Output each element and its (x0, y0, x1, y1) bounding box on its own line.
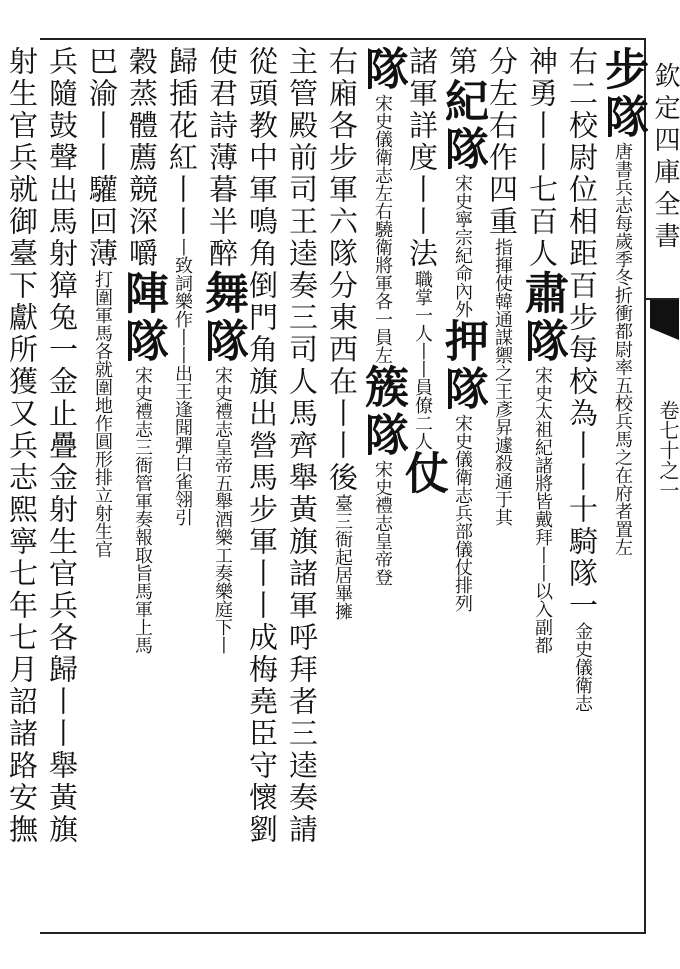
fishtail-mark-icon (650, 300, 679, 340)
annotation-text: 臺三衙起居畢擁 (332, 494, 353, 620)
volume-label: 卷七十之一 (656, 400, 680, 500)
body-text: 分左右作四重 (485, 46, 519, 238)
annotation-text: 指揮使韓通謀禦之王彥昇遽殺通于其 (492, 238, 513, 526)
text-column (597, 46, 648, 926)
annotation-text: 宋史禮志皇帝登 (372, 460, 393, 586)
book-title: 欽定四庫全書 (650, 62, 680, 254)
text-column (42, 46, 82, 926)
text-column (562, 46, 602, 926)
body-text: 從頭教中軍鳴角倒門角旗出營馬步軍丨丨成梅堯臣守懷劉 (245, 46, 279, 846)
text-column (117, 46, 168, 926)
body-text: 射生官兵就御臺下獻所獲又兵志熙寧七年七月詔諸路安撫 (5, 46, 39, 846)
annotation-text: 金史儀衛志 (572, 622, 593, 712)
body-text: 主管殿前司王逵奏三司人馬齊舉黃旗諸軍呼拜者三逵奏請 (285, 46, 319, 846)
text-column (162, 46, 202, 926)
annotation-text: 宋史禮志皇帝五舉酒樂工奏樂庭下丨 (212, 366, 233, 654)
body-text: 穀蒸體薦競深嚼 (125, 46, 159, 270)
entry-heading: 步隊 (597, 46, 648, 142)
entry-heading: 舞隊 (197, 270, 248, 366)
body-text: 使君詩薄暮半醉 (205, 46, 239, 270)
annotation-text: 宋史寧宗紀命內外 (452, 174, 473, 318)
text-column (437, 46, 488, 926)
text-column (397, 46, 448, 926)
text-column (197, 46, 248, 926)
body-text: 第 (445, 46, 479, 78)
text-column (2, 46, 42, 926)
text-column (242, 46, 282, 926)
frame-top-rule (40, 38, 646, 40)
text-column (82, 46, 122, 926)
body-text: 巴渝丨丨驩回薄 (85, 46, 119, 270)
text-column (322, 46, 362, 926)
body-text: 神勇丨丨七百人 (525, 46, 559, 270)
body-text: 兵隨鼓聲出馬射獐兔一金止疊金射生官兵各歸丨丨舉黃旗 (45, 46, 79, 846)
annotation-text: 宋史禮志三衙管軍奏報取旨馬軍上馬 (132, 366, 153, 654)
annotation-text: 宋史太祖紀諸將皆戴拜丨丨以入副都 (532, 366, 553, 654)
text-column (282, 46, 322, 926)
text-columns (5, 46, 648, 926)
text-column (357, 46, 408, 926)
body-text: 右廂各步軍六隊分東西在丨丨後 (325, 46, 359, 494)
entry-heading: 紀隊 (437, 78, 488, 174)
body-text: 歸插花紅丨丨 (165, 46, 199, 238)
entry-heading: 陣隊 (117, 270, 168, 366)
entry-heading: 押隊 (437, 318, 488, 414)
annotation-text: 宋史儀衛志左右驍衛將軍各一員左 (372, 94, 393, 364)
annotation-text: 丨致詞樂作丨丨出王逢聞彈白雀翎引 (172, 238, 193, 526)
annotation-text: 宋史儀衛志兵部儀仗排列 (452, 414, 473, 612)
body-text: 諸軍詳度丨丨法 (405, 46, 439, 270)
entry-heading: 肅隊 (517, 270, 568, 366)
entry-heading: 仗 (397, 450, 448, 498)
annotation-text: 唐書兵志每歲季冬折衝都尉率五校兵馬之在府者置左 (612, 142, 633, 556)
frame-bottom-rule (40, 932, 646, 934)
text-column (517, 46, 568, 926)
entry-heading: 簇隊 (357, 364, 408, 460)
entry-heading: 隊 (357, 46, 408, 94)
body-text: 右二校尉位相距百步每校為丨丨十騎隊一 (565, 46, 599, 622)
annotation-text: 職掌一人丨丨員僚二人 (412, 270, 433, 450)
annotation-text: 打圍軍馬各就圍地作圓形排立射生官 (92, 270, 113, 558)
text-column (482, 46, 522, 926)
